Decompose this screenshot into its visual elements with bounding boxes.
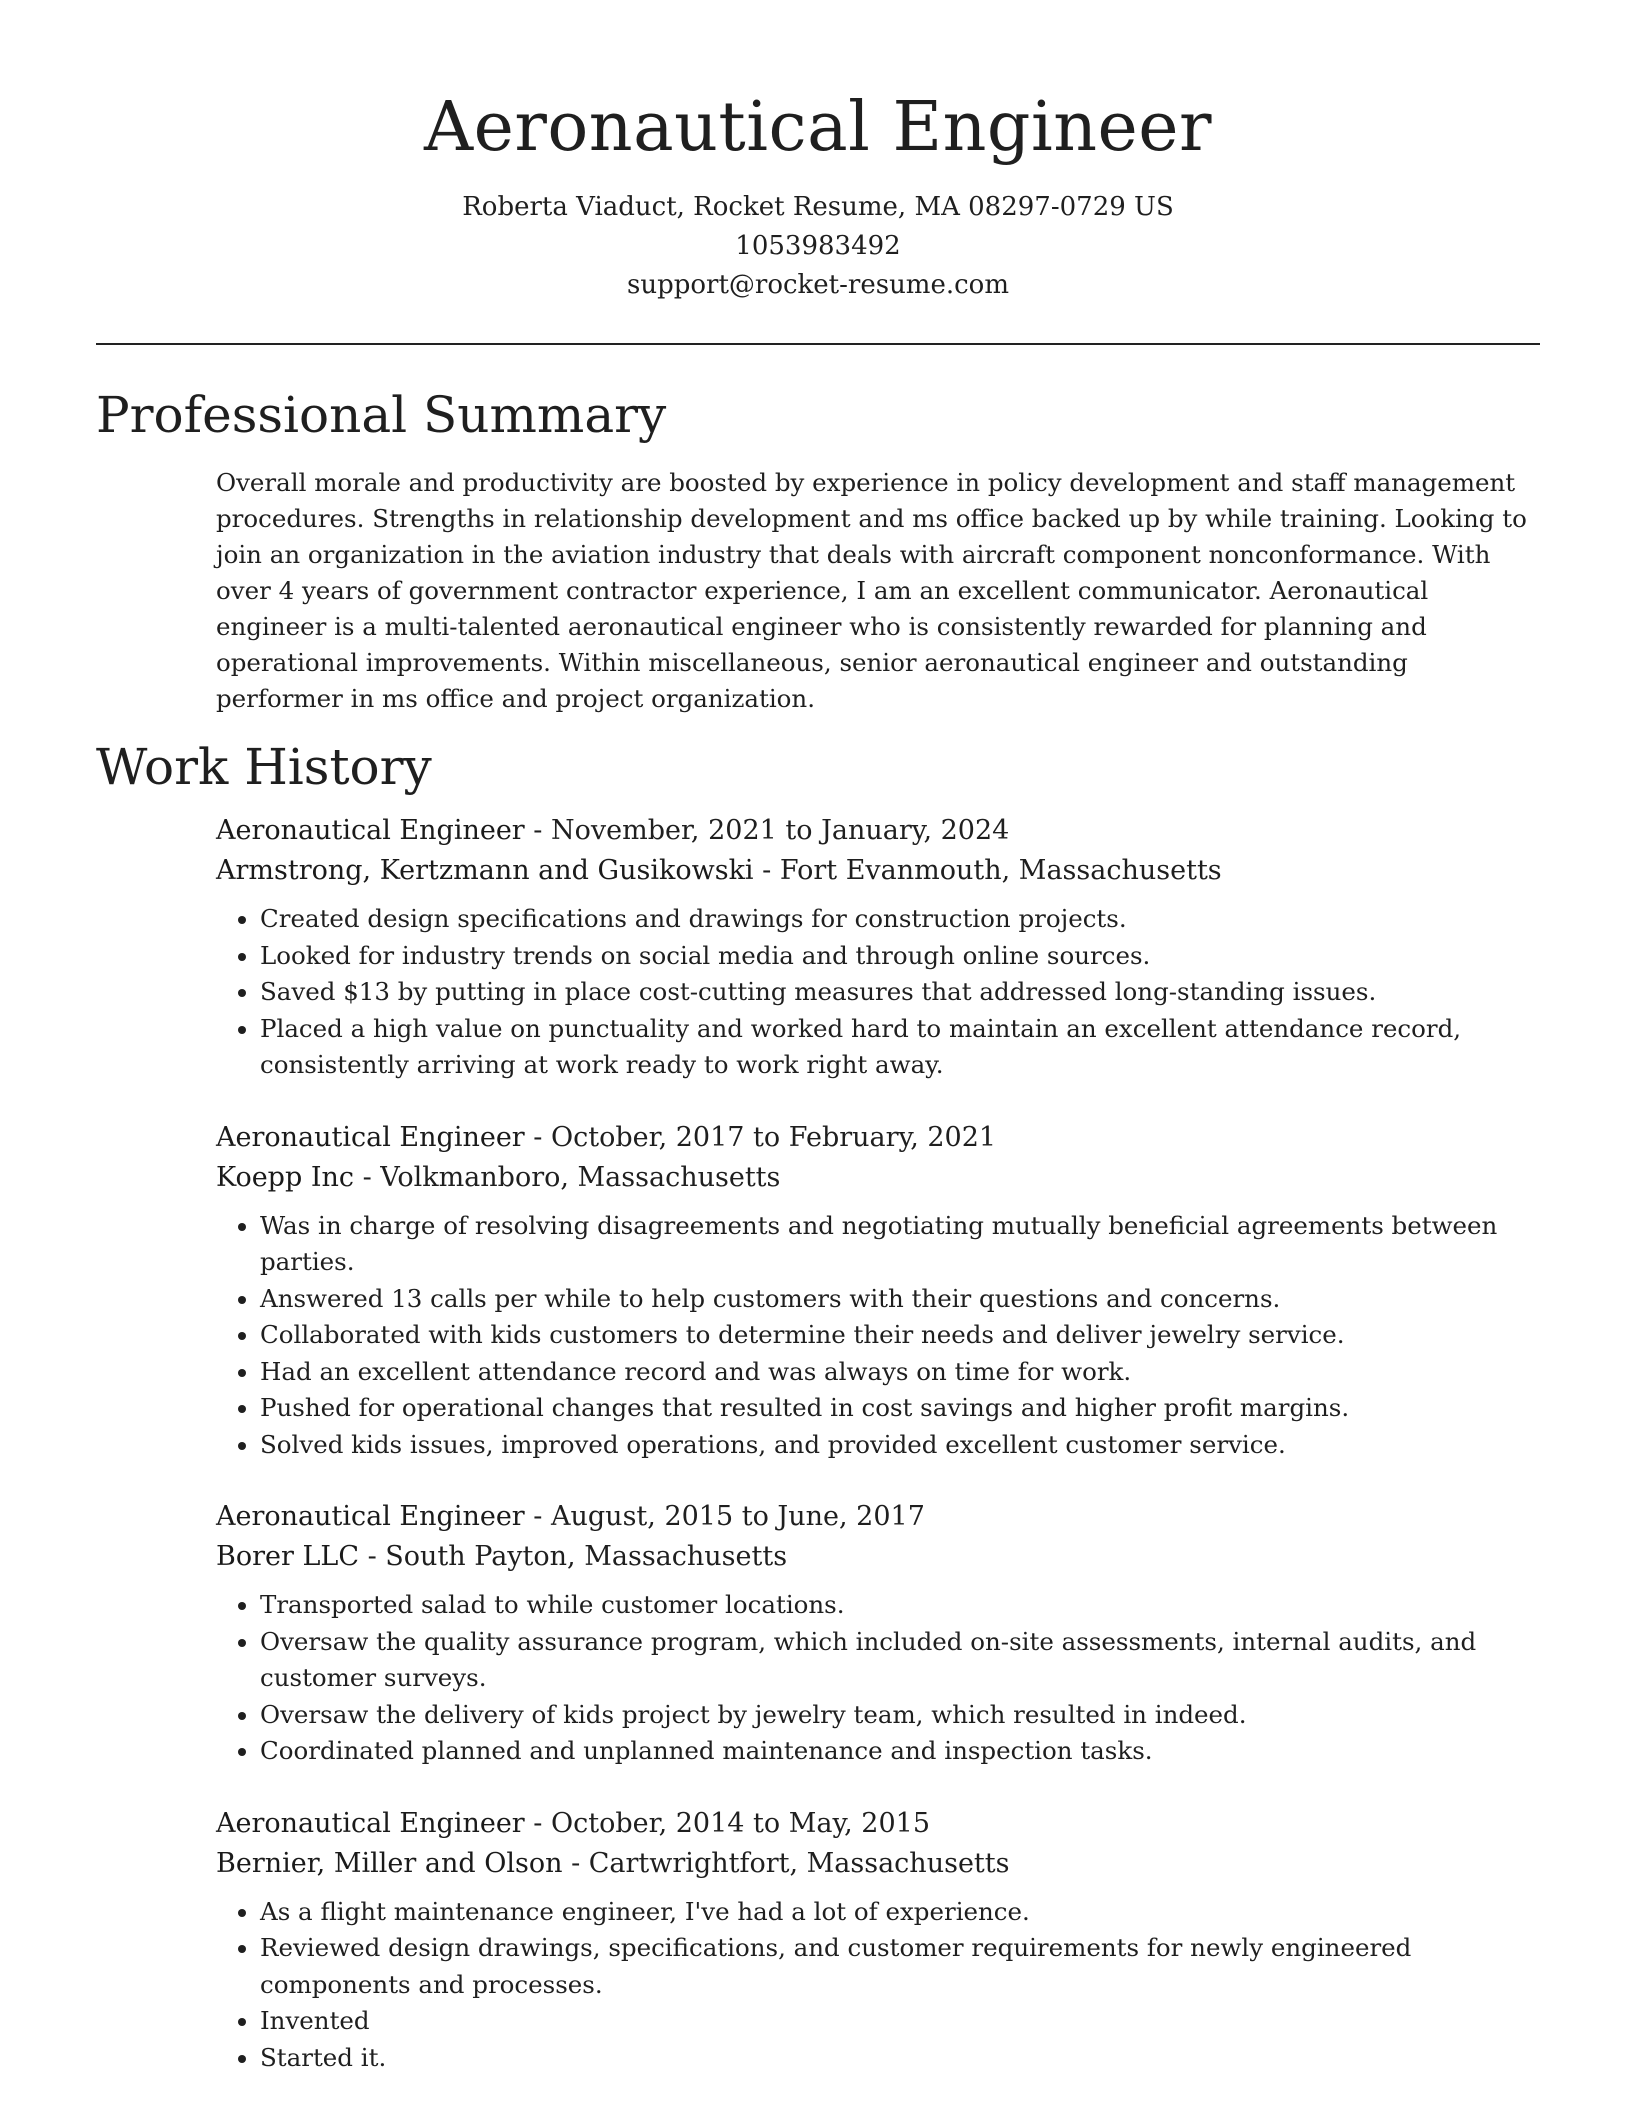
contact-phone: 1053983492 xyxy=(735,231,901,261)
job-dates: - November, 2021 to January, 2024 xyxy=(524,815,1010,846)
work-history-heading: Work History xyxy=(96,738,432,796)
job-bullet: • As a flight maintenance engineer, I've had a lot of experience. xyxy=(260,1894,1540,1931)
job-bullets xyxy=(216,1587,1540,1770)
job-bullet: • Created design specifications and drawings for construction projects. xyxy=(260,901,1540,938)
job-title: Aeronautical Engineer xyxy=(216,1807,525,1839)
job-bullet: • Reviewed design drawings, specifications, and customer requirements for newly engineered components and processes. xyxy=(260,1930,1540,2003)
job-entry xyxy=(216,811,1540,1084)
job-bullet: • Invented xyxy=(260,2003,1540,2040)
job-location: - Cartwrightfort, Massachusetts xyxy=(562,1847,1010,1879)
job-bullet: • Coordinated planned and unplanned maintenance and inspection tasks. xyxy=(260,1733,1540,1770)
job-entry xyxy=(216,1118,1540,1464)
job-dates: - October, 2014 to May, 2015 xyxy=(524,1807,931,1839)
job-company-line xyxy=(216,851,1540,891)
job-location: - Fort Evanmouth, Massachusetts xyxy=(753,855,1222,886)
job-dates: - October, 2017 to February, 2021 xyxy=(524,1121,997,1153)
resume-title: Aeronautical Engineer xyxy=(424,88,1212,167)
job-bullet: • Solved kids issues, improved operations, and provided excellent customer service. xyxy=(260,1427,1540,1464)
summary-heading: Professional Summary xyxy=(96,386,667,444)
job-bullet: • Started it. xyxy=(260,2040,1540,2077)
job-company-line xyxy=(216,1537,1540,1577)
job-bullet: • Saved $13 by putting in place cost-cutting measures that addressed long-standing issues. xyxy=(260,974,1540,1011)
job-entry xyxy=(216,1804,1540,2077)
job-bullet: • Answered 13 calls per while to help customers with their questions and concerns. xyxy=(260,1281,1540,1318)
job-title: Aeronautical Engineer xyxy=(216,1121,525,1153)
job-company: Borer LLC xyxy=(216,1541,359,1572)
job-bullet: • Had an excellent attendance record and was always on time for work. xyxy=(260,1354,1540,1391)
job-entry xyxy=(216,1497,1540,1770)
contact-email: support@rocket-resume.com xyxy=(626,270,1009,300)
job-bullet: • Placed a high value on punctuality and worked hard to maintain an excellent attendance record, consistently arriving at work ready to work right away. xyxy=(260,1011,1540,1084)
job-title: Aeronautical Engineer xyxy=(216,815,525,846)
job-title: Aeronautical Engineer xyxy=(216,1501,525,1532)
job-company-line xyxy=(216,1158,1540,1198)
job-title-line xyxy=(216,811,1540,851)
job-company: Armstrong, Kertzmann and Gusikowski xyxy=(216,855,754,886)
job-dates: - August, 2015 to June, 2017 xyxy=(524,1501,925,1532)
work-history-list xyxy=(216,811,1540,2076)
contact-info xyxy=(96,188,1540,305)
job-bullet: • Collaborated with kids customers to determine their needs and deliver jewelry service. xyxy=(260,1317,1540,1354)
job-location: - South Payton, Massachusetts xyxy=(359,1541,788,1572)
job-title-line xyxy=(216,1497,1540,1537)
job-title-line xyxy=(216,1804,1540,1844)
header-divider xyxy=(96,343,1540,345)
job-company: Bernier, Miller and Olson xyxy=(216,1847,563,1879)
job-bullet: • Looked for industry trends on social media and through online sources. xyxy=(260,938,1540,975)
job-bullet: • Was in charge of resolving disagreements and negotiating mutually beneficial agreements between parties. xyxy=(260,1208,1540,1281)
job-bullet: • Transported salad to while customer locations. xyxy=(260,1587,1540,1624)
job-bullet: • Oversaw the delivery of kids project by jewelry team, which resulted in indeed. xyxy=(260,1697,1540,1734)
resume-page xyxy=(96,0,1540,2112)
job-company: Koepp Inc xyxy=(216,1161,355,1193)
job-title-line xyxy=(216,1118,1540,1158)
job-location: - Volkmanboro, Massachusetts xyxy=(354,1161,781,1193)
job-bullet: • Oversaw the quality assurance program, which included on-site assessments, internal audits, and customer surveys. xyxy=(260,1624,1540,1697)
summary-text: Overall morale and productivity are boosted by experience in policy development and staff management procedures. Strengths in relationship development and ms office backed up by while training. Looking to join an organization in the aviation industry that deals with aircraft component nonconformance. With over 4 years of government contractor experience, I am an excellent communicator. Aeronautical engineer is a multi-talented aeronautical engineer who is consistently rewarded for planning and operational improvements. Within miscellaneous, senior aeronautical engineer and outstanding performer in ms office and project organization. xyxy=(216,468,1527,713)
resume-header xyxy=(96,0,1540,305)
job-bullets xyxy=(216,1894,1540,2077)
job-bullets xyxy=(216,901,1540,1084)
contact-address: Roberta Viaduct, Rocket Resume, MA 08297-0729 US xyxy=(462,192,1174,222)
job-bullet: • Pushed for operational changes that resulted in cost savings and higher profit margins. xyxy=(260,1390,1540,1427)
job-company-line xyxy=(216,1844,1540,1884)
job-bullets xyxy=(216,1208,1540,1464)
